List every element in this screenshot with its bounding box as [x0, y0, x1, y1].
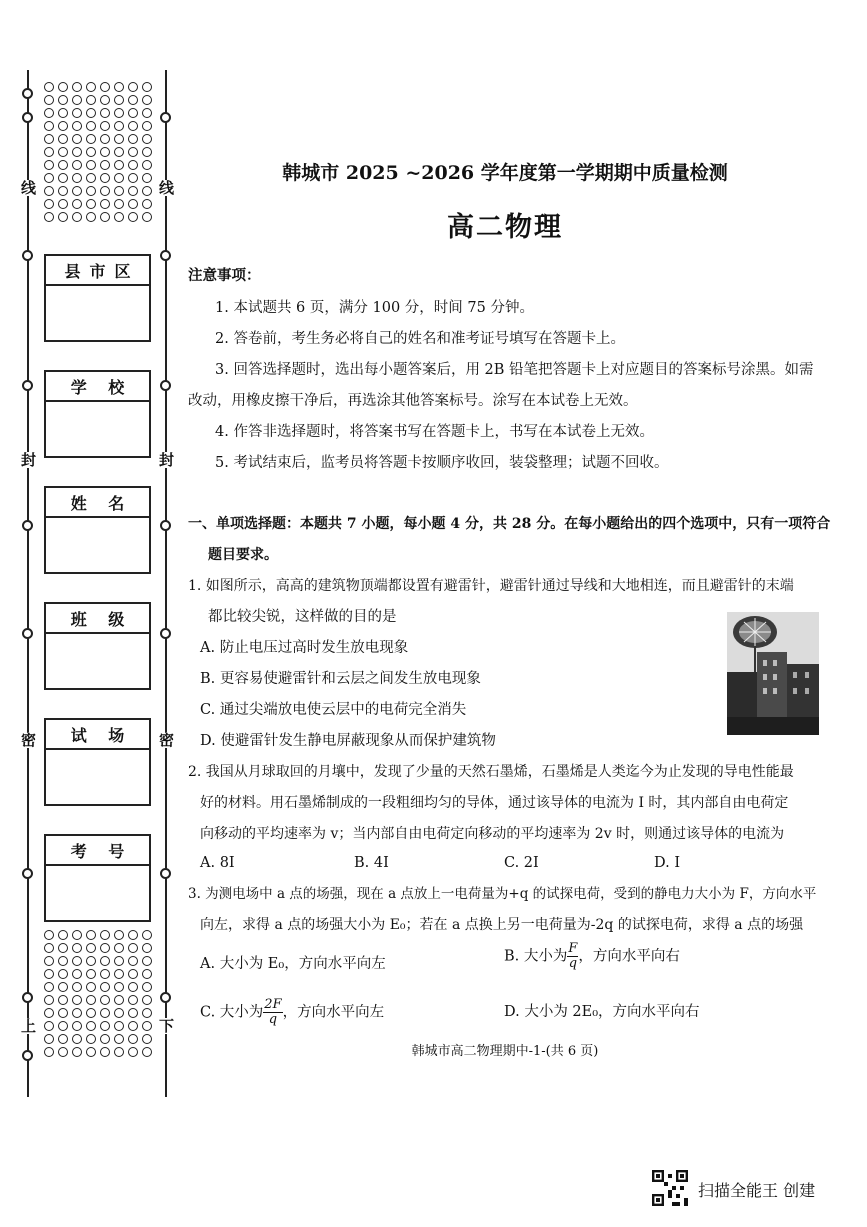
binding-hole	[160, 380, 171, 391]
school-box[interactable]	[44, 370, 151, 458]
binding-hole	[160, 250, 171, 261]
box-label-char: 市	[89, 261, 106, 281]
fraction	[567, 942, 578, 971]
fraction	[263, 998, 282, 1027]
grid-dot	[100, 995, 110, 1005]
exam-title: 韩城市 2025 ~2026 学年度第一学期期中质量检测	[282, 162, 728, 184]
grid-dot	[72, 82, 82, 92]
question-3-option-d[interactable]: D. 大小为 2E₀，方向水平向右	[504, 1004, 700, 1020]
grid-dot	[142, 956, 152, 966]
grid-dot	[72, 943, 82, 953]
grid-dot	[128, 1021, 138, 1031]
grid-dot	[72, 956, 82, 966]
binding-hole	[22, 992, 33, 1003]
grid-dot	[100, 186, 110, 196]
grid-dot	[86, 930, 96, 940]
question-2-option[interactable]: D. I	[654, 855, 681, 871]
binding-hole	[22, 1050, 33, 1061]
box-label-char: 级	[108, 609, 125, 629]
grid-dot	[44, 943, 54, 953]
grid-dot	[114, 943, 124, 953]
grid-dot	[86, 969, 96, 979]
county-box[interactable]	[44, 254, 151, 342]
grid-dot	[142, 186, 152, 196]
grid-dot	[100, 212, 110, 222]
grid-dot	[72, 95, 82, 105]
grid-dot	[128, 943, 138, 953]
fraction-numerator: F	[568, 941, 578, 956]
grid-dot	[128, 134, 138, 144]
lightning-rod-photo	[727, 612, 819, 735]
grid-dot	[142, 1021, 152, 1031]
box-label-char: 校	[108, 377, 125, 397]
fraction-denominator: q	[568, 956, 578, 971]
option-suffix: ，方向水平向右	[578, 948, 680, 965]
grid-dot	[44, 930, 54, 940]
grid-dot	[58, 121, 68, 131]
question-3-option-a[interactable]: A. 大小为 E₀，方向水平向左	[200, 956, 386, 972]
top-dot-grid	[44, 82, 162, 222]
option-prefix: B. 大小为	[504, 948, 568, 965]
grid-dot	[100, 1047, 110, 1057]
binding-char-left: 密	[21, 731, 37, 749]
left-binding-line	[27, 70, 29, 1097]
grid-dot	[44, 212, 54, 222]
question-1-stem: 都比较尖锐，这样做的目的是	[208, 609, 397, 625]
question-1-option[interactable]: B. 更容易使避雷针和云层之间发生放电现象	[200, 671, 481, 687]
grid-dot	[44, 982, 54, 992]
grid-dot	[86, 108, 96, 118]
grid-dot	[86, 982, 96, 992]
grid-dot	[58, 160, 68, 170]
grid-dot	[128, 1008, 138, 1018]
question-1-option[interactable]: D. 使避雷针发生静电屏蔽现象从而保护建筑物	[200, 733, 496, 749]
grid-dot	[58, 212, 68, 222]
binding-hole	[22, 250, 33, 261]
grid-dot	[86, 134, 96, 144]
binding-hole	[22, 868, 33, 879]
grid-dot	[72, 186, 82, 196]
grid-dot	[114, 1047, 124, 1057]
grid-dot	[58, 1047, 68, 1057]
grid-dot	[100, 956, 110, 966]
grid-dot	[100, 1008, 110, 1018]
grid-dot	[142, 173, 152, 183]
notice-item: 5. 考试结束后，监考员将答题卡按顺序收回，装袋整理；试题不回收。	[215, 455, 669, 471]
grid-dot	[100, 82, 110, 92]
grid-dot	[142, 160, 152, 170]
grid-dot	[44, 199, 54, 209]
grid-dot	[114, 1021, 124, 1031]
binding-char-left: 上	[21, 1017, 37, 1035]
grid-dot	[44, 121, 54, 131]
grid-dot	[100, 943, 110, 953]
grid-dot	[100, 160, 110, 170]
exam-number-box[interactable]	[44, 834, 151, 922]
grid-dot	[44, 1047, 54, 1057]
question-2-option[interactable]: A. 8I	[200, 855, 235, 871]
grid-dot	[100, 173, 110, 183]
grid-dot	[100, 147, 110, 157]
fraction-numerator: 2F	[264, 997, 282, 1012]
grid-dot	[86, 147, 96, 157]
question-2-option[interactable]: B. 4I	[354, 855, 389, 871]
grid-dot	[128, 186, 138, 196]
binding-hole	[160, 520, 171, 531]
exam-room-box[interactable]	[44, 718, 151, 806]
grid-dot	[142, 943, 152, 953]
grid-dot	[44, 173, 54, 183]
grid-dot	[114, 173, 124, 183]
grid-dot	[72, 212, 82, 222]
grid-dot	[58, 134, 68, 144]
grid-dot	[142, 121, 152, 131]
section-heading-cont: 题目要求。	[208, 547, 278, 563]
grid-dot	[100, 108, 110, 118]
grid-dot	[114, 969, 124, 979]
grid-dot	[128, 995, 138, 1005]
grid-dot	[114, 121, 124, 131]
grid-dot	[72, 1047, 82, 1057]
grid-dot	[142, 82, 152, 92]
grid-dot	[72, 969, 82, 979]
grid-dot	[58, 1008, 68, 1018]
bottom-dot-grid	[44, 930, 162, 1057]
grid-dot	[86, 1021, 96, 1031]
grid-dot	[72, 982, 82, 992]
box-label-char: 县	[64, 261, 81, 281]
binding-char-left: 封	[21, 451, 37, 469]
grid-dot	[58, 108, 68, 118]
box-label-char: 班	[70, 609, 87, 629]
grid-dot	[58, 969, 68, 979]
grid-dot	[114, 930, 124, 940]
grid-dot	[72, 108, 82, 118]
grid-dot	[114, 160, 124, 170]
grid-dot	[100, 969, 110, 979]
grid-dot	[100, 95, 110, 105]
grid-dot	[128, 212, 138, 222]
grid-dot	[58, 173, 68, 183]
notice-item: 1. 本试题共 6 页，满分 100 分，时间 75 分钟。	[215, 300, 534, 316]
grid-dot	[128, 121, 138, 131]
grid-dot	[142, 982, 152, 992]
binding-hole	[22, 88, 33, 99]
grid-dot	[128, 1034, 138, 1044]
notice-item: 3. 回答选择题时，选出每小题答案后，用 2B 铅笔把答题卡上对应题目的答案标号涂黑。如需	[215, 362, 814, 378]
grid-dot	[44, 1034, 54, 1044]
binding-hole	[22, 628, 33, 639]
grid-dot	[44, 147, 54, 157]
grid-dot	[58, 95, 68, 105]
grid-dot	[72, 1034, 82, 1044]
grid-dot	[128, 956, 138, 966]
grid-dot	[86, 212, 96, 222]
grid-dot	[114, 212, 124, 222]
grid-dot	[128, 969, 138, 979]
grid-dot	[128, 160, 138, 170]
grid-dot	[114, 1008, 124, 1018]
grid-dot	[72, 134, 82, 144]
grid-dot	[142, 95, 152, 105]
grid-dot	[142, 199, 152, 209]
box-label-char: 区	[114, 261, 131, 281]
grid-dot	[114, 147, 124, 157]
grid-dot	[100, 121, 110, 131]
grid-dot	[44, 969, 54, 979]
box-label-char: 考	[70, 841, 87, 861]
binding-hole	[22, 112, 33, 123]
qr-code-icon	[652, 1170, 688, 1206]
page-footer: 韩城市高二物理期中-1-(共 6 页)	[411, 1044, 599, 1059]
notice-item: 4. 作答非选择题时，将答案书写在答题卡上，书写在本试卷上无效。	[215, 424, 654, 440]
grid-dot	[86, 1008, 96, 1018]
grid-dot	[114, 95, 124, 105]
grid-dot	[128, 1047, 138, 1057]
grid-dot	[100, 930, 110, 940]
grid-dot	[86, 173, 96, 183]
grid-dot	[58, 1021, 68, 1031]
scanner-watermark: 扫描全能王 创建	[698, 1181, 816, 1200]
question-3-option-c[interactable]	[200, 998, 384, 1027]
question-2-stem: 好的材料。用石墨烯制成的一段粗细均匀的导体，通过该导体的电流为 I 时，其内部自由电荷定	[200, 795, 789, 811]
grid-dot	[142, 134, 152, 144]
grid-dot	[128, 108, 138, 118]
question-2-stem: 向移动的平均速率为 v；当内部自由电荷定向移动的平均速率为 2v 时，则通过该导体的电流为	[200, 826, 785, 842]
grid-dot	[44, 95, 54, 105]
right-binding-line	[165, 70, 167, 1097]
binding-hole	[160, 628, 171, 639]
binding-hole	[22, 520, 33, 531]
grid-dot	[58, 982, 68, 992]
grid-dot	[72, 995, 82, 1005]
grid-dot	[114, 1034, 124, 1044]
grid-dot	[58, 1034, 68, 1044]
grid-dot	[72, 930, 82, 940]
grid-dot	[58, 147, 68, 157]
section-heading: 一、单项选择题：本题共 7 小题，每小题 4 分，共 28 分。在每小题给出的四个选项中，只有一项符合	[188, 516, 831, 532]
class-box[interactable]	[44, 602, 151, 690]
grid-dot	[114, 995, 124, 1005]
grid-dot	[58, 82, 68, 92]
box-label-char: 名	[108, 493, 125, 513]
grid-dot	[86, 121, 96, 131]
grid-dot	[142, 108, 152, 118]
grid-dot	[44, 82, 54, 92]
subject-title: 高二物理	[447, 212, 563, 243]
grid-dot	[100, 982, 110, 992]
question-3-option-b[interactable]	[504, 942, 680, 971]
grid-dot	[128, 82, 138, 92]
grid-dot	[142, 930, 152, 940]
binding-char-right: 封	[159, 451, 175, 469]
grid-dot	[128, 930, 138, 940]
grid-dot	[72, 1008, 82, 1018]
grid-dot	[100, 199, 110, 209]
grid-dot	[86, 95, 96, 105]
box-label-char: 姓	[70, 493, 87, 513]
grid-dot	[44, 160, 54, 170]
grid-dot	[114, 982, 124, 992]
name-box[interactable]	[44, 486, 151, 574]
grid-dot	[142, 1047, 152, 1057]
grid-dot	[86, 160, 96, 170]
grid-dot	[114, 108, 124, 118]
option-prefix: C. 大小为	[200, 1004, 264, 1021]
grid-dot	[86, 995, 96, 1005]
grid-dot	[114, 134, 124, 144]
grid-dot	[128, 147, 138, 157]
grid-dot	[114, 186, 124, 196]
grid-dot	[86, 199, 96, 209]
grid-dot	[86, 943, 96, 953]
question-1-option[interactable]: C. 通过尖端放电使云层中的电荷完全消失	[200, 702, 467, 718]
binding-char-left: 线	[21, 179, 37, 197]
box-label-char: 试	[70, 725, 87, 745]
question-2-stem: 2. 我国从月球取回的月壤中，发现了少量的天然石墨烯，石墨烯是人类迄今为止发现的导电性能最	[188, 764, 794, 780]
grid-dot	[142, 1034, 152, 1044]
grid-dot	[44, 108, 54, 118]
grid-dot	[44, 956, 54, 966]
notice-heading: 注意事项：	[188, 267, 261, 284]
grid-dot	[142, 1008, 152, 1018]
question-3-stem: 3. 为测电场中 a 点的场强，现在 a 点放上一电荷量为+q 的试探电荷，受到的静电力大小为 F，方向水平	[188, 886, 817, 902]
grid-dot	[58, 199, 68, 209]
grid-dot	[100, 1034, 110, 1044]
grid-dot	[128, 173, 138, 183]
grid-dot	[44, 134, 54, 144]
grid-dot	[72, 199, 82, 209]
binding-char-right: 下	[159, 1017, 175, 1035]
question-1-stem: 1. 如图所示，高高的建筑物顶端都设置有避雷针，避雷针通过导线和大地相连，而且避雷针的末端	[188, 578, 794, 594]
box-label-char: 场	[108, 725, 125, 745]
question-3-stem: 向左，求得 a 点的场强大小为 E₀；若在 a 点换上另一电荷量为-2q 的试探电荷，求得 a 点的场强	[200, 917, 804, 933]
grid-dot	[72, 160, 82, 170]
grid-dot	[86, 1034, 96, 1044]
question-1-option[interactable]: A. 防止电压过高时发生放电现象	[200, 640, 409, 656]
grid-dot	[72, 1021, 82, 1031]
grid-dot	[58, 995, 68, 1005]
grid-dot	[58, 943, 68, 953]
grid-dot	[44, 995, 54, 1005]
grid-dot	[142, 969, 152, 979]
grid-dot	[72, 121, 82, 131]
grid-dot	[86, 82, 96, 92]
question-2-option[interactable]: C. 2I	[504, 855, 539, 871]
binding-char-right: 线	[159, 179, 175, 197]
binding-char-right: 密	[159, 731, 175, 749]
grid-dot	[114, 199, 124, 209]
grid-dot	[100, 1021, 110, 1031]
binding-hole	[160, 868, 171, 879]
grid-dot	[58, 186, 68, 196]
grid-dot	[114, 82, 124, 92]
grid-dot	[86, 186, 96, 196]
grid-dot	[128, 199, 138, 209]
box-label-char: 号	[108, 841, 125, 861]
box-label-char: 学	[70, 377, 87, 397]
grid-dot	[44, 1008, 54, 1018]
grid-dot	[58, 930, 68, 940]
grid-dot	[72, 173, 82, 183]
grid-dot	[142, 212, 152, 222]
grid-dot	[142, 147, 152, 157]
grid-dot	[58, 956, 68, 966]
grid-dot	[72, 147, 82, 157]
grid-dot	[100, 134, 110, 144]
fraction-denominator: q	[268, 1012, 278, 1027]
grid-dot	[142, 995, 152, 1005]
grid-dot	[114, 956, 124, 966]
notice-item: 改动，用橡皮擦干净后，再选涂其他答案标号。涂写在本试卷上无效。	[188, 393, 638, 409]
notice-item: 2. 答卷前，考生务必将自己的姓名和准考证号填写在答题卡上。	[215, 331, 625, 347]
grid-dot	[44, 1021, 54, 1031]
option-suffix: ，方向水平向左	[282, 1004, 385, 1021]
grid-dot	[44, 186, 54, 196]
grid-dot	[86, 1047, 96, 1057]
grid-dot	[86, 956, 96, 966]
binding-hole	[22, 380, 33, 391]
grid-dot	[128, 95, 138, 105]
grid-dot	[128, 982, 138, 992]
